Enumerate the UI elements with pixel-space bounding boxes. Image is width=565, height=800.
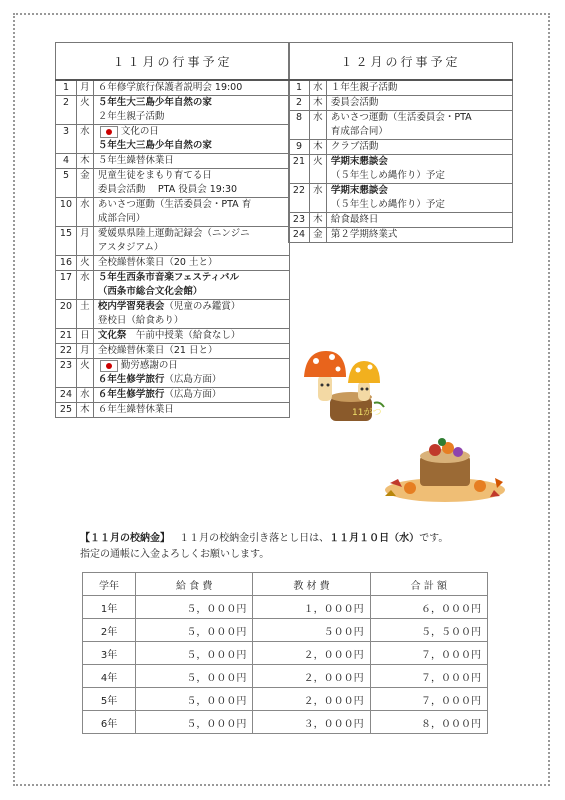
schedule-day: 20 (56, 300, 77, 329)
fee-cell: 3年 (83, 642, 136, 665)
fee-cell: ５，０００円 (136, 711, 253, 734)
schedule-event (93, 403, 289, 418)
schedule-weekday: 水 (76, 388, 93, 403)
japan-flag-icon (100, 126, 118, 138)
fee-row (83, 665, 488, 688)
schedule-weekday: 月 (76, 80, 93, 96)
schedule-weekday: 水 (309, 184, 326, 213)
event-line (331, 111, 508, 125)
event-line (98, 285, 285, 299)
schedule-day: 22 (56, 344, 77, 359)
event-line (98, 373, 285, 387)
event-text-suffix: （広島方面） (164, 389, 222, 400)
schedule-weekday: 月 (76, 344, 93, 359)
fee-cell: 1年 (83, 596, 136, 619)
schedule-day: 15 (56, 227, 77, 256)
schedule-weekday: 水 (76, 271, 93, 300)
event-text: 愛媛県県陸上運動記録会（ニンジニ (97, 228, 250, 239)
schedule-day: 16 (56, 256, 77, 271)
event-line (98, 139, 285, 153)
schedule-event (326, 96, 512, 111)
event-text: 第２学期終業式 (330, 229, 398, 240)
schedule-row (289, 111, 513, 140)
fee-row (83, 688, 488, 711)
event-text: あいさつ運動（生活委員会・PTA (330, 112, 472, 123)
schedule-weekday: 火 (76, 256, 93, 271)
schedule-day: 2 (56, 96, 77, 125)
event-line (98, 227, 285, 241)
fee-cell: 6年 (83, 711, 136, 734)
november-title: １１月の行事予定 (56, 43, 290, 81)
schedule-row (289, 155, 513, 184)
fee-header: 教 材 費 (253, 573, 370, 596)
schedule-event (93, 329, 289, 344)
fee-cell: ２，０００円 (253, 642, 370, 665)
schedule-day: 25 (56, 403, 77, 418)
sign-text: 11がつ (352, 408, 382, 418)
fee-header: 合 計 額 (370, 573, 487, 596)
event-text: （５年生しめ縄作り）予定 (330, 170, 445, 181)
event-line (98, 241, 285, 255)
fee-cell: ５，０００円 (136, 688, 253, 711)
event-text: 文化の日 (120, 126, 159, 137)
event-text-suffix: （広島方面） (164, 374, 222, 385)
schedule-weekday: 木 (309, 213, 326, 228)
event-text: 育成部合同） (330, 126, 388, 137)
schedule-event (93, 169, 289, 198)
schedule-day: 1 (56, 80, 77, 96)
schedule-day: 4 (56, 154, 77, 169)
event-text: 委員会活動 PTA 役員会 19:30 (97, 184, 238, 195)
event-text: 成部合同） (97, 213, 146, 224)
fee-notice (80, 531, 520, 563)
event-text: （５年生しめ縄作り）予定 (330, 199, 445, 210)
schedule-weekday: 木 (309, 96, 326, 111)
schedule-row (56, 388, 290, 403)
event-line (331, 155, 508, 169)
schedule-day: 24 (56, 388, 77, 403)
schedule-day: 3 (56, 125, 77, 154)
event-text: 児童生徒をまもり育てる日 (97, 170, 212, 181)
event-line (98, 198, 285, 212)
fee-cell: ３，０００円 (253, 711, 370, 734)
fee-notice-text: １１月の校納金引き落とし日は、 (179, 533, 330, 544)
fee-cell: ７，０００円 (370, 688, 487, 711)
event-line (331, 81, 508, 95)
event-text: 全校繰替休業日（20 土と） (97, 257, 218, 268)
schedule-event (326, 184, 512, 213)
schedule-day: 23 (289, 213, 310, 228)
schedule-weekday: 木 (309, 140, 326, 155)
event-line (331, 96, 508, 110)
event-line (331, 228, 508, 242)
fee-cell: ５，５００円 (370, 619, 487, 642)
event-line (331, 184, 508, 198)
fee-cell: ８，０００円 (370, 711, 487, 734)
event-text: ５年生西条市音楽フェスティバル (97, 272, 239, 283)
event-line (98, 81, 285, 95)
schedule-event (93, 300, 289, 329)
schedule-event (326, 140, 512, 155)
event-line (98, 271, 285, 285)
fee-table (82, 572, 488, 734)
event-text: クラブ活動 (330, 141, 379, 152)
event-text: 学期末懇談会 (330, 156, 388, 167)
event-text: ２年生親子活動 (97, 111, 165, 122)
schedule-row (56, 96, 290, 125)
schedule-row (289, 228, 513, 243)
event-line (98, 125, 285, 139)
event-line (98, 256, 285, 270)
event-text: ６年生修学旅行 (97, 389, 165, 400)
event-text: 委員会活動 (330, 97, 379, 108)
event-line (98, 96, 285, 110)
schedule-event (93, 256, 289, 271)
schedule-event (93, 154, 289, 169)
schedule-event (93, 344, 289, 359)
event-line (98, 300, 285, 314)
schedule-row (56, 329, 290, 344)
schedule-row (289, 184, 513, 213)
schedule-weekday: 火 (309, 155, 326, 184)
fee-cell: 4年 (83, 665, 136, 688)
schedule-day: 21 (289, 155, 310, 184)
event-line (98, 314, 285, 328)
autumn-stump-illustration (380, 428, 510, 506)
schedule-weekday: 土 (76, 300, 93, 329)
schedule-row (56, 169, 290, 198)
event-text: あいさつ運動（生活委員会・PTA 育 (97, 199, 252, 210)
event-line (98, 329, 285, 343)
fee-notice-label: 【１１月の校納金】 (80, 533, 170, 544)
schedule-row (56, 403, 290, 418)
fee-cell: ５，０００円 (136, 596, 253, 619)
event-text: ５年生大三島少年自然の家 (97, 140, 212, 151)
event-text: ６年修学旅行保護者説明会 19:00 (97, 82, 243, 93)
fee-cell: ７，０００円 (370, 665, 487, 688)
schedule-day: 23 (56, 359, 77, 388)
event-line (331, 140, 508, 154)
event-text: （西条市総合文化会館） (97, 286, 203, 297)
schedule-row (289, 213, 513, 228)
event-line (331, 198, 508, 212)
fee-notice-date: １１月１０日（水） (329, 533, 420, 544)
schedule-event (93, 125, 289, 154)
event-line (98, 169, 285, 183)
event-text: ５年生大三島少年自然の家 (97, 97, 212, 108)
schedule-day: 24 (289, 228, 310, 243)
schedule-weekday: 水 (309, 80, 326, 96)
schedule-day: 21 (56, 329, 77, 344)
event-text: 給食最終日 (330, 214, 379, 225)
event-line (331, 125, 508, 139)
schedule-row (56, 359, 290, 388)
schedule-row (56, 154, 290, 169)
event-text: １年生親子活動 (330, 82, 398, 93)
event-text: ６年生修学旅行 (97, 374, 165, 385)
fee-cell: ２，０００円 (253, 665, 370, 688)
schedule-weekday: 火 (76, 96, 93, 125)
japan-flag-icon (100, 360, 118, 372)
schedule-event (326, 213, 512, 228)
schedule-row (56, 125, 290, 154)
fee-cell: ５，０００円 (136, 665, 253, 688)
schedule-row (289, 80, 513, 96)
event-line (98, 359, 285, 373)
event-line (98, 110, 285, 124)
schedule-row (289, 140, 513, 155)
december-schedule-table (288, 42, 513, 243)
event-line (98, 344, 285, 358)
schedule-event (93, 271, 289, 300)
schedule-day: 2 (289, 96, 310, 111)
schedule-event (93, 388, 289, 403)
schedule-event (93, 359, 289, 388)
schedule-day: 5 (56, 169, 77, 198)
event-line (98, 212, 285, 226)
november-schedule-table (55, 42, 290, 418)
fee-cell: ５，０００円 (136, 642, 253, 665)
schedule-weekday: 金 (76, 169, 93, 198)
fee-cell: ５００円 (253, 619, 370, 642)
fee-cell: ６，０００円 (370, 596, 487, 619)
schedule-row (56, 300, 290, 329)
event-line (98, 388, 285, 402)
event-line (331, 169, 508, 183)
schedule-event (326, 80, 512, 96)
schedule-event (326, 228, 512, 243)
schedule-row (56, 271, 290, 300)
fee-cell: 2年 (83, 619, 136, 642)
fee-cell: 5年 (83, 688, 136, 711)
schedule-day: 22 (289, 184, 310, 213)
fee-cell: ７，０００円 (370, 642, 487, 665)
event-line (331, 213, 508, 227)
schedule-row (289, 96, 513, 111)
event-text: 学期末懇談会 (330, 185, 388, 196)
schedule-weekday: 水 (76, 198, 93, 227)
fee-cell: １，０００円 (253, 596, 370, 619)
schedule-event (93, 80, 289, 96)
schedule-row (56, 227, 290, 256)
event-line (98, 403, 285, 417)
schedule-day: 10 (56, 198, 77, 227)
december-title: １２月の行事予定 (289, 43, 513, 81)
event-text: 勤労感謝の日 (120, 360, 178, 371)
event-text: アスタジアム） (97, 242, 164, 253)
event-text: 全校繰替休業日（21 日と） (97, 345, 218, 356)
schedule-event (326, 155, 512, 184)
fee-header: 学年 (83, 573, 136, 596)
event-line (98, 154, 285, 168)
schedule-row (56, 256, 290, 271)
mushroom-illustration (300, 345, 400, 425)
schedule-row (56, 80, 290, 96)
fee-row (83, 619, 488, 642)
schedule-row (56, 344, 290, 359)
fee-row (83, 596, 488, 619)
fee-cell: ２，０００円 (253, 688, 370, 711)
schedule-weekday: 金 (309, 228, 326, 243)
schedule-weekday: 月 (76, 227, 93, 256)
schedule-weekday: 火 (76, 359, 93, 388)
event-text: 文化祭 (97, 330, 127, 341)
fee-notice-text-end: です。 (419, 533, 449, 544)
schedule-weekday: 水 (76, 125, 93, 154)
event-text: ５年生繰替休業日 (97, 155, 174, 166)
schedule-weekday: 水 (309, 111, 326, 140)
event-text-suffix: （児童のみ鑑賞） (164, 301, 241, 312)
fee-row (83, 711, 488, 734)
event-text: 登校日（給食あり） (97, 315, 184, 326)
schedule-day: 1 (289, 80, 310, 96)
schedule-day: 17 (56, 271, 77, 300)
schedule-day: 8 (289, 111, 310, 140)
fee-header: 給 食 費 (136, 573, 253, 596)
schedule-event (93, 198, 289, 227)
schedule-event (326, 111, 512, 140)
event-line (98, 183, 285, 197)
event-text-suffix: 午前中授業（給食なし） (126, 330, 241, 341)
schedule-row (56, 198, 290, 227)
schedule-weekday: 木 (76, 154, 93, 169)
fee-row (83, 642, 488, 665)
schedule-event (93, 227, 289, 256)
schedule-event (93, 96, 289, 125)
fee-cell: ５，０００円 (136, 619, 253, 642)
schedule-day: 9 (289, 140, 310, 155)
fee-notice-line2: 指定の通帳に入金よろしくお願いします。 (80, 549, 270, 560)
schedule-weekday: 木 (76, 403, 93, 418)
event-text: ６年生繰替休業日 (97, 404, 174, 415)
schedule-weekday: 日 (76, 329, 93, 344)
event-text: 校内学習発表会 (97, 301, 165, 312)
